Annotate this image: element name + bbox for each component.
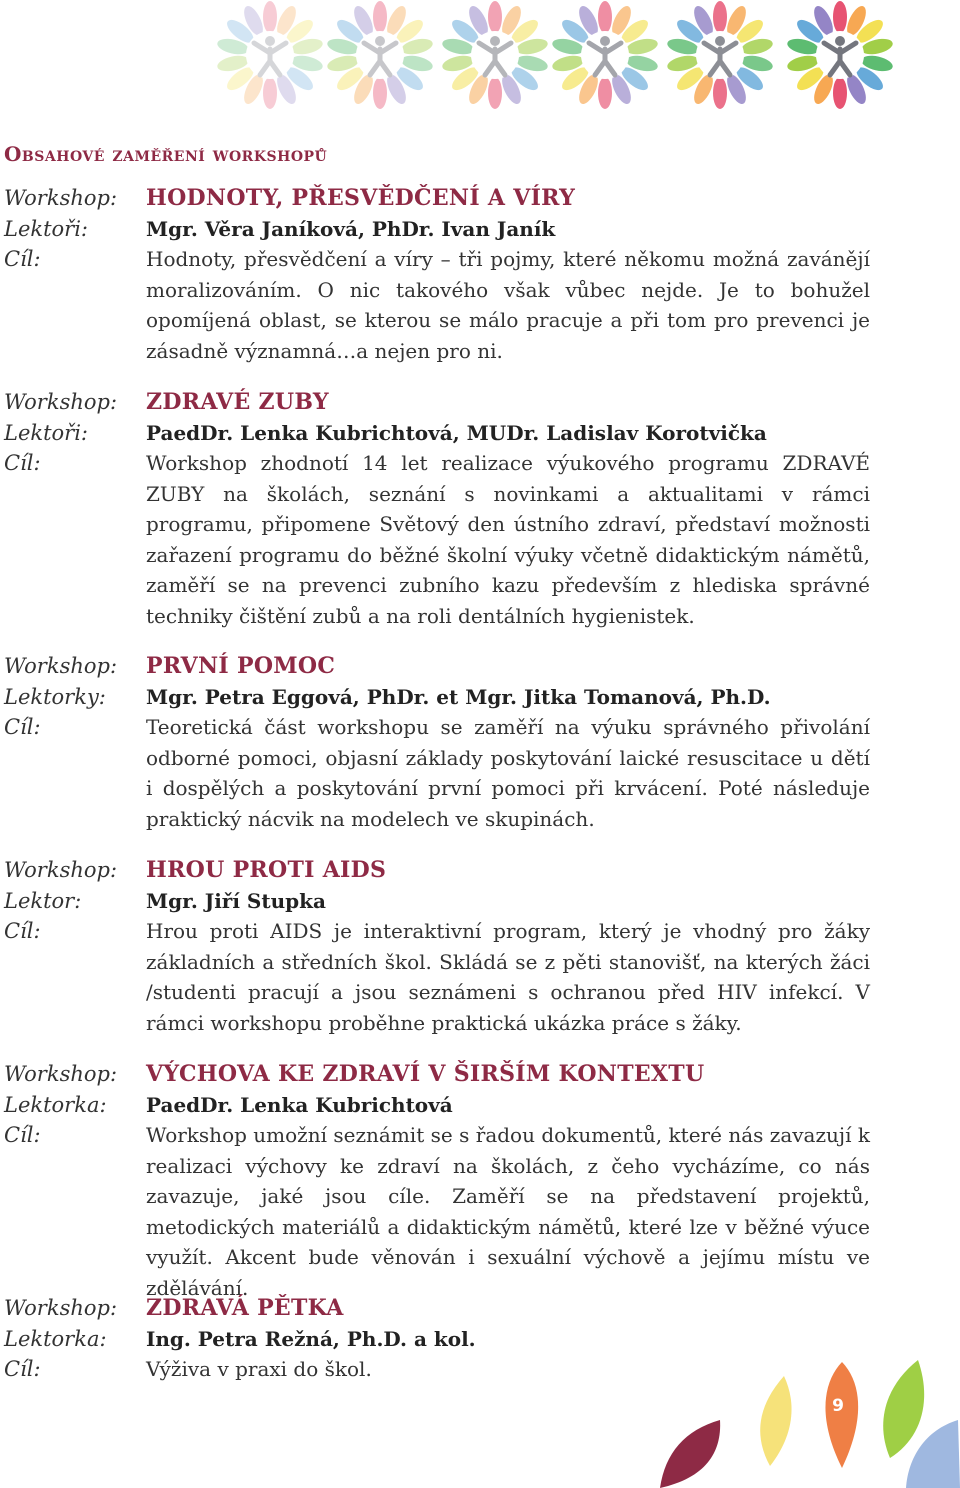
workshop-title: HODNOTY, PŘESVĚDČENÍ A VÍRY xyxy=(146,185,576,211)
goal-label: Cíl: xyxy=(4,1123,41,1147)
lecturer-names: PaedDr. Lenka Kubrichtová xyxy=(146,1092,453,1117)
workshop-block xyxy=(4,855,870,1038)
workshop-block xyxy=(4,387,870,631)
lecturer-label: Lektoři: xyxy=(4,420,89,445)
flower-ornament xyxy=(216,1,324,109)
workshop-block xyxy=(4,1059,870,1303)
goal-label: Cíl: xyxy=(4,1357,41,1381)
goal-label: Cíl: xyxy=(4,247,41,271)
lecturer-label: Lektorka: xyxy=(4,1326,107,1351)
yellow-leaf-shape xyxy=(760,1376,791,1466)
section-title: Obsahové zaměření workshopů xyxy=(4,142,328,166)
workshop-label: Workshop: xyxy=(4,654,118,678)
lecturer-label: Lektor: xyxy=(4,888,82,913)
goal-text: Teoretická část workshopu se zaměří na výuku správného přivolání odborné pomoci, objasní základy poskytování laické resuscitace u dětí i dospělých a poskytování první pomoci při krvácení. Poté následuje praktický nácvik na modelech ve skupinách. xyxy=(146,715,870,831)
flower-ornament xyxy=(786,1,894,109)
workshop-label: Workshop: xyxy=(4,858,118,882)
workshop-label: Workshop: xyxy=(4,186,118,210)
lecturer-label: Lektorky: xyxy=(4,684,106,709)
lecturer-label: Lektorka: xyxy=(4,1092,107,1117)
flower-ornament xyxy=(666,1,774,109)
lecturer-names: Mgr. Petra Eggová, PhDr. et Mgr. Jitka Tomanová, Ph.D. xyxy=(146,684,771,709)
red-leaf-shape xyxy=(660,1420,720,1488)
lecturer-names: Ing. Petra Režná, Ph.D. a kol. xyxy=(146,1326,476,1351)
goal-text: Hodnoty, přesvědčení a víry – tři pojmy, které někomu možná zavánějí moralizováním. O nic takového však vůbec nejde. Je to bohužel opomíjená oblast, se kterou se málo pracuje a při tom pro prevenci je zásadně významná…a nejen pro ni. xyxy=(146,247,870,363)
footer-leaf-decoration xyxy=(660,1358,960,1488)
lecturer-names: Mgr. Jiří Stupka xyxy=(146,888,326,913)
goal-label: Cíl: xyxy=(4,919,41,943)
workshop-title: PRVNÍ POMOC xyxy=(146,653,336,679)
goal-label: Cíl: xyxy=(4,451,41,475)
goal-text: Hrou proti AIDS je interaktivní program, který je vhodný pro žáky základních a středních škol. Skládá se z pěti stanovišť, na kterých žáci /studenti pracují a jsou seznámeni s ochranou před HIV infekcí. V rámci workshopu proběhne praktická ukázka práce s žáky. xyxy=(146,919,870,1035)
workshop-title: HROU PROTI AIDS xyxy=(146,857,387,883)
lecturer-names: PaedDr. Lenka Kubrichtová, MUDr. Ladislav Korotvička xyxy=(146,420,767,445)
lecturer-label: Lektoři: xyxy=(4,216,89,241)
lecturer-names: Mgr. Věra Janíková, PhDr. Ivan Janík xyxy=(146,216,556,241)
workshop-title: ZDRAVÉ ZUBY xyxy=(146,389,329,415)
goal-text: Workshop umožní seznámit se s řadou dokumentů, které nás zavazují k realizaci výchovy ke zdraví na školách, z čeho vycházíme, co nás zavazuje, jaké jsou cíle. Zaměří se na představení projektů, metodických materiálů a didaktickým námětů, které lze v běžné výuce využít. Akcent bude věnován i sexuální výchově a jejímu místu ve zdělávání. xyxy=(146,1123,870,1300)
green-leaf-shape xyxy=(883,1360,924,1458)
workshop-block xyxy=(4,1293,704,1385)
workshop-label: Workshop: xyxy=(4,1296,118,1320)
header-flower-decoration xyxy=(0,0,960,130)
flower-ornament xyxy=(326,1,434,109)
workshop-title: ZDRAVÁ PĚTKA xyxy=(146,1295,344,1321)
page-number: 9 xyxy=(832,1396,844,1416)
flower-ornament xyxy=(441,1,549,109)
workshop-title: VÝCHOVA KE ZDRAVÍ V ŠIRŠÍM KONTEXTU xyxy=(146,1061,705,1087)
goal-text: Výživa v praxi do škol. xyxy=(146,1357,372,1381)
workshop-label: Workshop: xyxy=(4,1062,118,1086)
flower-ornament xyxy=(551,1,659,109)
goal-text: Workshop zhodnotí 14 let realizace výukového programu ZDRAVÉ ZUBY na školách, seznání s novinkami a aktualitami v rámci programu, připomene Světový den ústního zdraví, představí možnosti zařazení programu do běžné školní výuky včetně didaktickým námětů, zaměří se na prevenci zubního kazu především z hlediska správné techniky čištění zubů a na roli dentálních hygienistek. xyxy=(146,451,870,628)
workshop-label: Workshop: xyxy=(4,390,118,414)
workshop-block xyxy=(4,183,870,366)
workshop-block xyxy=(4,651,870,834)
goal-label: Cíl: xyxy=(4,715,41,739)
